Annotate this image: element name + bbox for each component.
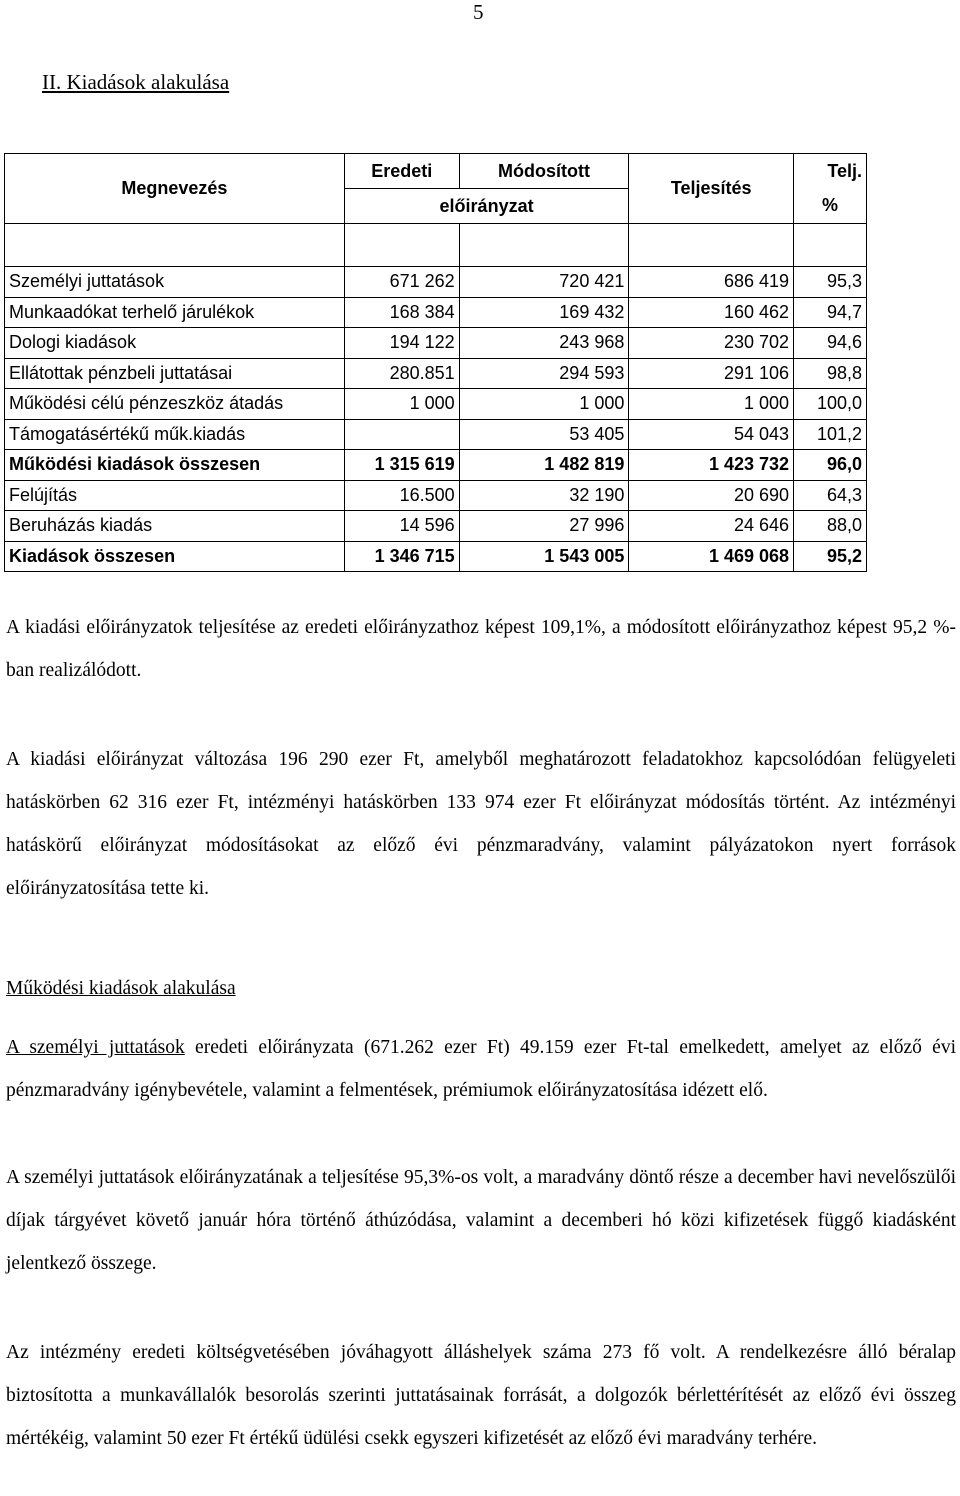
spacer-cell <box>794 224 867 267</box>
header-name: Megnevezés <box>5 154 345 224</box>
header-appropriation: előirányzat <box>344 189 629 224</box>
row-label: Felújítás <box>5 480 345 511</box>
section-title: II. Kiadások alakulása <box>42 70 230 94</box>
table-row <box>5 358 867 389</box>
cell-performance: 20 690 <box>629 480 794 511</box>
cell-original: 1 000 <box>344 389 459 420</box>
paragraph-personnel <box>6 1026 956 1112</box>
cell-performance: 1 469 068 <box>629 541 794 572</box>
cell-percent: 98,8 <box>794 358 867 389</box>
header-modified: Módosított <box>459 154 629 189</box>
cell-modified: 1 482 819 <box>459 450 629 481</box>
cell-performance: 24 646 <box>629 511 794 542</box>
cell-percent: 95,3 <box>794 267 867 298</box>
cell-percent: 64,3 <box>794 480 867 511</box>
spacer-cell <box>459 224 629 267</box>
table-row <box>5 419 867 450</box>
cell-modified: 32 190 <box>459 480 629 511</box>
cell-performance: 160 462 <box>629 297 794 328</box>
cell-original: 168 384 <box>344 297 459 328</box>
personnel-lead: A személyi juttatások <box>6 1037 185 1058</box>
cell-original: 194 122 <box>344 328 459 359</box>
row-label: Működési kiadások összesen <box>5 450 345 481</box>
heading-operational-expenses: Működési kiadások alakulása <box>6 978 236 999</box>
table-row <box>5 511 867 542</box>
cell-percent: 101,2 <box>794 419 867 450</box>
table-row <box>5 541 867 572</box>
table-row <box>5 267 867 298</box>
paragraph-staff: Az intézmény eredeti költségvetésében jóváhagyott álláshelyek száma 273 fő volt. A rendelkezésre álló béralap biztosította a munkavállalók besorolás szerinti juttatásainak forrását, a dolgozók bérlettérítését az előző évi összeg mértékéig, valamint 50 ezer Ft értékű üdülési csekk egyszeri kifizetését az előző évi maradvány terhére. <box>6 1342 956 1449</box>
paragraph-personnel-performance: A személyi juttatások előirányzatának a teljesítése 95,3%-os volt, a maradvány döntő része a december havi nevelőszülői díjak tárgyévet követő január hóra történő áthúzódása, valamint a decemberi hó közi kifizetések függő kiadásként jelentkező összege. <box>6 1167 956 1274</box>
row-label: Munkaadókat terhelő járulékok <box>5 297 345 328</box>
cell-percent: 95,2 <box>794 541 867 572</box>
table-body <box>5 267 867 572</box>
spacer-cell <box>344 224 459 267</box>
expenditure-table <box>4 153 867 572</box>
cell-original: 1 346 715 <box>344 541 459 572</box>
table-row <box>5 480 867 511</box>
header-percent-bottom: % <box>794 189 867 224</box>
cell-percent: 94,7 <box>794 297 867 328</box>
cell-modified: 720 421 <box>459 267 629 298</box>
cell-performance: 686 419 <box>629 267 794 298</box>
table-row <box>5 297 867 328</box>
cell-performance: 1 000 <box>629 389 794 420</box>
cell-original <box>344 419 459 450</box>
table-row <box>5 328 867 359</box>
header-original: Eredeti <box>344 154 459 189</box>
paragraph-change: A kiadási előirányzat változása 196 290 ezer Ft, amelyből meghatározott feladatokhoz kapcsolódóan felügyeleti hatáskörben 62 316 ezer Ft, intézményi hatáskörben 133 974 ezer Ft előirányzat módosítás történt. Az intézményi hatáskörű előirányzat módosításokat az előző évi pénzmaradvány, valamint pályázatokon nyert források előirányzatosítása tette ki. <box>6 749 956 899</box>
cell-performance: 1 423 732 <box>629 450 794 481</box>
cell-modified: 169 432 <box>459 297 629 328</box>
spacer-cell <box>5 224 345 267</box>
row-label: Működési célú pénzeszköz átadás <box>5 389 345 420</box>
cell-modified: 243 968 <box>459 328 629 359</box>
header-performance: Teljesítés <box>629 154 794 224</box>
cell-original: 1 315 619 <box>344 450 459 481</box>
cell-percent: 88,0 <box>794 511 867 542</box>
cell-performance: 291 106 <box>629 358 794 389</box>
cell-modified: 1 543 005 <box>459 541 629 572</box>
page-number: 5 <box>473 0 484 24</box>
header-percent-top: Telj. <box>794 154 867 189</box>
cell-original: 671 262 <box>344 267 459 298</box>
row-label: Beruházás kiadás <box>5 511 345 542</box>
row-label: Kiadások összesen <box>5 541 345 572</box>
cell-original: 14 596 <box>344 511 459 542</box>
cell-original: 280.851 <box>344 358 459 389</box>
personnel-rest: eredeti előirányzata (671.262 ezer Ft) 49.159 ezer Ft-tal emelkedett, amelyet az előző évi pénzmaradvány igénybevétele, valamint a felmentések, prémiumok előirányzatosítása idézett elő. <box>6 1037 956 1101</box>
cell-modified: 53 405 <box>459 419 629 450</box>
cell-original: 16.500 <box>344 480 459 511</box>
cell-performance: 230 702 <box>629 328 794 359</box>
row-label: Személyi juttatások <box>5 267 345 298</box>
row-label: Támogatásértékű műk.kiadás <box>5 419 345 450</box>
cell-percent: 100,0 <box>794 389 867 420</box>
cell-modified: 294 593 <box>459 358 629 389</box>
spacer-cell <box>629 224 794 267</box>
table-row <box>5 389 867 420</box>
cell-percent: 96,0 <box>794 450 867 481</box>
cell-percent: 94,6 <box>794 328 867 359</box>
cell-modified: 27 996 <box>459 511 629 542</box>
table-row <box>5 450 867 481</box>
cell-modified: 1 000 <box>459 389 629 420</box>
row-label: Dologi kiadások <box>5 328 345 359</box>
paragraph-summary: A kiadási előirányzatok teljesítése az eredeti előirányzathoz képest 109,1%, a módosított előirányzathoz képest 95,2 %-ban realizálódott. <box>6 617 956 681</box>
cell-performance: 54 043 <box>629 419 794 450</box>
row-label: Ellátottak pénzbeli juttatásai <box>5 358 345 389</box>
